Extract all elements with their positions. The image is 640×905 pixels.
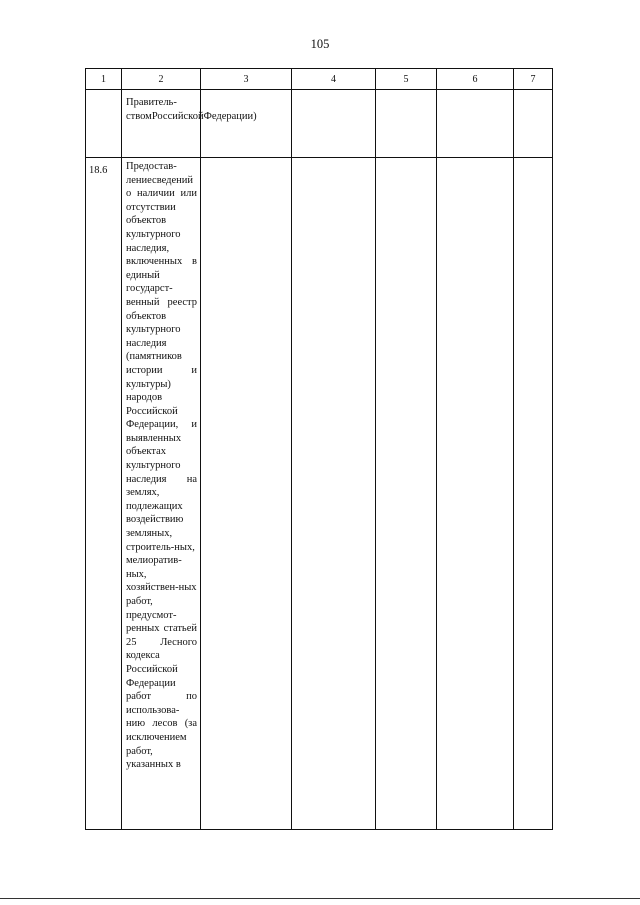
table-cell-col4 (292, 158, 376, 830)
service-name-text: Правитель-ствомРоссийскойФедерации) (126, 97, 257, 122)
row-number (86, 90, 121, 96)
table-header-row (86, 69, 553, 90)
column-header-3: 3 (201, 69, 292, 90)
table-cell-col7 (514, 158, 553, 830)
table-row (86, 158, 553, 830)
table-cell-col6 (437, 158, 514, 830)
service-name-cell (122, 90, 257, 158)
column-header-2: 2 (122, 69, 201, 90)
page-number: 105 (310, 37, 330, 51)
column-header-4: 4 (292, 69, 376, 90)
table-cell-col3 (201, 90, 292, 158)
table-row (86, 90, 553, 158)
column-header-5: 5 (376, 69, 437, 90)
column-header-7: 7 (514, 69, 553, 90)
column-header-6: 6 (437, 69, 514, 90)
column-header-1: 1 (86, 69, 122, 90)
table-cell-col6 (437, 90, 514, 158)
service-name-text: Предостав-лениесведений о наличии или отсутствии объектов культурного наследия, включенных в единый государст-венный реестр объектов культурного наследия (памятников истории и культуры) народов Российской Федерации, и выявленных объектах культурного наследия на землях, подлежащих воздействию земляных, строитель-ных, мелиоратив-ных, хозяйствен-ных работ, предусмот-ренных статьей 25 Лесного кодекса Российской Федерации работ по использова-нию лесов (за исключением работ, указанных в (126, 161, 197, 771)
table-cell-col3 (201, 158, 292, 830)
row-number-cell (86, 158, 122, 830)
table-cell-col5 (376, 90, 437, 158)
table-cell-col7 (514, 90, 553, 158)
service-name-cell (122, 158, 201, 830)
page-bottom-edge (0, 898, 640, 899)
table-cell-col4 (292, 90, 376, 158)
document-table (85, 68, 553, 830)
row-number: 18.6 (89, 165, 108, 176)
row-number-cell (86, 90, 122, 158)
table-cell-col5 (376, 158, 437, 830)
